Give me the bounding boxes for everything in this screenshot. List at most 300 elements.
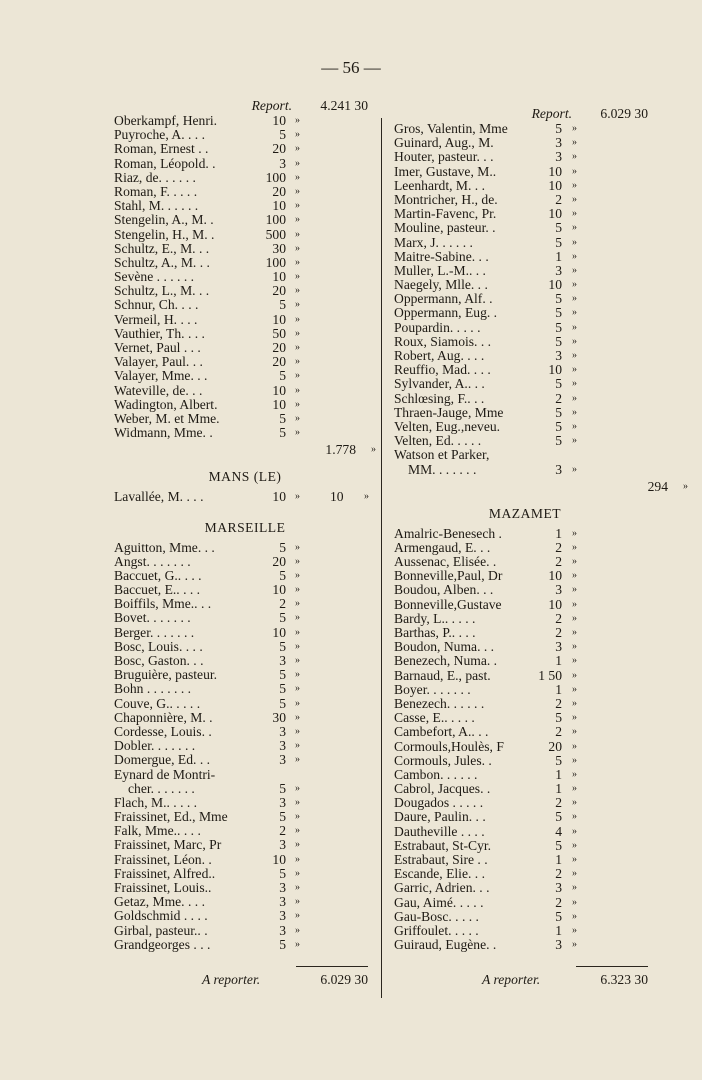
donor-name: Boyer. . . . . . . bbox=[394, 681, 471, 697]
donor-amount: 3 bbox=[555, 639, 562, 655]
ditto-mark: » bbox=[295, 754, 300, 766]
ditto-mark: » bbox=[572, 811, 577, 823]
ditto-mark: » bbox=[572, 236, 577, 248]
donor-amount: 3 bbox=[279, 837, 286, 853]
section-heading: MARSEILLE bbox=[204, 519, 286, 535]
donor-name: Dougados . . . . . bbox=[394, 795, 484, 811]
donor-list bbox=[114, 114, 376, 440]
donor-name: Velten, Ed. . . . . bbox=[394, 433, 482, 449]
donor-list bbox=[394, 527, 656, 953]
ditto-mark: » bbox=[572, 208, 577, 220]
donor-name: Thraen-Jauge, Mme bbox=[394, 404, 504, 420]
list-item bbox=[394, 598, 656, 612]
donor-name: Bardy, L.. . . . . bbox=[394, 610, 476, 626]
list-item bbox=[114, 114, 376, 128]
list-item bbox=[394, 122, 656, 136]
donor-name: Aguitton, Mme. . . bbox=[114, 539, 215, 555]
ditto-mark: » bbox=[572, 123, 577, 134]
donor-name: Dobler. . . . . . . bbox=[114, 738, 196, 754]
list-item bbox=[394, 420, 656, 434]
donor-name: Guinard, Aug., M. bbox=[394, 135, 494, 151]
list-item bbox=[114, 555, 376, 569]
donor-amount: 20 bbox=[272, 340, 286, 355]
donor-name: Watson et Parker, bbox=[394, 447, 490, 463]
ditto-mark: » bbox=[572, 882, 577, 894]
donor-amount: 5 bbox=[555, 433, 562, 449]
donor-name: Bosc, Louis. . . . bbox=[114, 638, 203, 654]
donor-name: Armengaud, E. . . bbox=[394, 539, 491, 555]
section-heading: MAZAMET bbox=[488, 505, 562, 521]
donor-amount: 30 bbox=[272, 240, 286, 256]
donor-name: Bruguière, pasteur. bbox=[114, 667, 218, 683]
donor-amount: 3 bbox=[555, 262, 562, 278]
ditto-mark: » bbox=[295, 228, 300, 240]
donor-name: Velten, Eug.,neveu. bbox=[394, 418, 501, 434]
list-item bbox=[394, 569, 656, 583]
list-item bbox=[394, 867, 656, 881]
donor-name: Girbal, pasteur.. . bbox=[114, 922, 208, 938]
donor-name: Fraissinet, Marc, Pr bbox=[114, 837, 222, 853]
donor-name: Marx, J. . . . . . bbox=[394, 234, 473, 250]
ditto-mark: » bbox=[572, 250, 577, 262]
ditto-mark: » bbox=[295, 342, 300, 353]
donor-name: Valayer, Paul. . . bbox=[114, 354, 203, 370]
list-item bbox=[394, 179, 656, 193]
ditto-mark: » bbox=[572, 854, 577, 865]
donor-name: Falk, Mme.. . . . bbox=[114, 823, 201, 839]
donor-amount: 20 bbox=[548, 738, 562, 754]
list-item bbox=[394, 321, 656, 335]
donor-amount: 3 bbox=[279, 894, 286, 910]
donor-name: Wateville, de. . . bbox=[114, 382, 203, 398]
donor-amount: 4 bbox=[555, 823, 562, 839]
ditto-mark: » bbox=[295, 185, 300, 197]
list-item bbox=[394, 136, 656, 150]
donor-amount: 2 bbox=[555, 866, 562, 882]
list-item bbox=[394, 463, 656, 477]
list-item bbox=[394, 896, 656, 910]
donor-amount: 10 bbox=[548, 568, 562, 584]
donor-name: Cormouls, Jules. . bbox=[394, 752, 492, 768]
donor-amount: 1 50 bbox=[538, 667, 562, 683]
list-item bbox=[114, 426, 376, 440]
donor-name: Houter, pasteur. . . bbox=[394, 149, 494, 165]
total-rule bbox=[296, 966, 368, 967]
donor-amount: 5 bbox=[555, 752, 562, 768]
list-item bbox=[394, 264, 656, 278]
ditto-mark: » bbox=[295, 143, 300, 155]
donor-name: Chaponnière, M. . bbox=[114, 709, 213, 725]
ditto-mark: » bbox=[295, 427, 300, 439]
ditto-mark: » bbox=[572, 712, 577, 724]
ditto-mark: » bbox=[572, 939, 577, 951]
donor-name: Barthas, P.. . . . bbox=[394, 625, 476, 640]
donor-amount: 5 bbox=[555, 404, 562, 420]
ditto-mark: » bbox=[572, 406, 577, 418]
ditto-mark: » bbox=[295, 839, 300, 851]
donor-name: Baccuet, E.. . . . bbox=[114, 582, 201, 598]
donor-name: Robert, Aug. . . . bbox=[394, 348, 485, 363]
ditto-mark: » bbox=[572, 697, 577, 709]
donor-name: Leenhardt, M. . . bbox=[394, 177, 485, 193]
donor-name: Flach, M.. . . . . bbox=[114, 794, 198, 810]
donor-amount: 2 bbox=[555, 539, 562, 555]
ditto-mark: » bbox=[295, 867, 300, 879]
donor-amount: 10 bbox=[548, 206, 562, 222]
donor-name: Boiffils, Mme.. . . bbox=[114, 596, 212, 612]
donor-amount: 1 bbox=[555, 248, 562, 264]
donor-name: Eynard de Montri- bbox=[114, 766, 216, 782]
donor-amount: 1 bbox=[555, 653, 562, 669]
donor-name: Grandgeorges . . . bbox=[114, 936, 211, 952]
donor-name: Schlœsing, F.. . . bbox=[394, 390, 485, 406]
list-item bbox=[114, 213, 376, 227]
list-item bbox=[114, 796, 376, 810]
list-item bbox=[114, 739, 376, 753]
donor-name: Aussenac, Elisée. . bbox=[394, 554, 497, 570]
list-item bbox=[114, 490, 376, 504]
donor-amount: 2 bbox=[555, 610, 562, 626]
list-item bbox=[114, 640, 376, 654]
ditto-mark: » bbox=[572, 137, 577, 149]
list-item bbox=[114, 313, 376, 327]
donor-name: Baccuet, G.. . . . bbox=[114, 567, 202, 583]
ditto-mark: » bbox=[572, 768, 577, 780]
donor-amount: 5 bbox=[555, 809, 562, 825]
list-item bbox=[114, 611, 376, 625]
ditto-mark: » bbox=[572, 527, 577, 539]
donor-name: Mouline, pasteur. . bbox=[394, 220, 496, 236]
ditto-mark: » bbox=[295, 796, 300, 808]
ditto-mark: » bbox=[572, 222, 577, 234]
donor-amount: 5 bbox=[555, 234, 562, 250]
list-item bbox=[114, 384, 376, 398]
list-item bbox=[394, 292, 656, 306]
donor-name: Stahl, M. . . . . . bbox=[114, 198, 199, 214]
donor-amount: 10 bbox=[272, 311, 286, 327]
ditto-mark: » bbox=[295, 853, 300, 865]
donor-amount: 10 bbox=[272, 851, 286, 867]
list-item bbox=[394, 825, 656, 839]
ditto-mark: » bbox=[295, 569, 300, 581]
ditto-mark: » bbox=[295, 200, 300, 212]
donor-amount: 5 bbox=[279, 780, 286, 796]
donor-amount: 2 bbox=[555, 695, 562, 711]
donor-amount: 3 bbox=[279, 908, 286, 924]
ditto-mark: » bbox=[295, 285, 300, 297]
donor-name: Fraissinet, Léon. . bbox=[114, 851, 212, 867]
donor-name: Cambefort, A.. . . bbox=[394, 724, 489, 740]
donor-amount: 3 bbox=[555, 461, 562, 477]
donor-amount: 3 bbox=[555, 348, 562, 363]
donor-name: MM. . . . . . . bbox=[408, 461, 477, 477]
donor-amount: 10 bbox=[272, 198, 286, 214]
ditto-mark: » bbox=[295, 697, 300, 709]
donor-amount: 5 bbox=[555, 291, 562, 307]
ditto-mark: » bbox=[295, 491, 300, 503]
donor-amount: 1 bbox=[555, 852, 562, 867]
ditto-mark: » bbox=[572, 896, 577, 908]
ditto-mark: » bbox=[295, 882, 300, 893]
donor-amount: 10 bbox=[272, 489, 286, 505]
page-number: — 56 — bbox=[321, 58, 381, 77]
report-label: Report. bbox=[251, 98, 292, 113]
donor-name: Schnur, Ch. . . . bbox=[114, 297, 199, 313]
ditto-mark: » bbox=[295, 271, 300, 283]
donor-name: Boudon, Numa. . . bbox=[394, 639, 495, 655]
list-item bbox=[394, 363, 656, 377]
ditto-mark: » bbox=[572, 612, 577, 624]
donor-name: Bosc, Gaston. . . bbox=[114, 653, 204, 668]
section-amount: 10 bbox=[330, 489, 344, 505]
donor-name: Bohn . . . . . . . bbox=[114, 681, 192, 697]
donor-amount: 1 bbox=[555, 681, 562, 697]
donor-name: Stengelin, H., M. . bbox=[114, 226, 215, 242]
donor-name: Martin-Favenc, Pr. bbox=[394, 206, 497, 222]
list-item bbox=[114, 881, 376, 895]
donor-amount: 10 bbox=[548, 596, 562, 612]
ditto-mark: » bbox=[572, 307, 577, 319]
donor-name: Barnaud, E., past. bbox=[394, 667, 491, 683]
donor-name: Domergue, Ed. . . bbox=[114, 752, 211, 768]
ditto-mark: » bbox=[572, 839, 577, 851]
donor-name: Guiraud, Eugène. . bbox=[394, 937, 497, 953]
donor-name: Cambon. . . . . . bbox=[394, 766, 478, 782]
ditto-mark: » bbox=[295, 938, 300, 950]
list-item bbox=[114, 597, 376, 611]
ditto-mark: » bbox=[295, 129, 300, 141]
donor-name: Vermeil, H. . . . bbox=[114, 311, 198, 327]
donor-name: Oppermann, Alf. . bbox=[394, 291, 493, 307]
donor-name: Schultz, E., M. . . bbox=[114, 240, 210, 256]
donor-amount: 3 bbox=[279, 738, 286, 754]
ditto-mark: » bbox=[572, 825, 577, 837]
list-item bbox=[114, 682, 376, 696]
report-line bbox=[114, 98, 376, 114]
donor-name: Fraissinet, Alfred.. bbox=[114, 865, 216, 881]
list-item bbox=[114, 853, 376, 867]
donor-amount: 5 bbox=[279, 539, 286, 555]
ditto-mark: » bbox=[295, 640, 300, 652]
donor-name: Roux, Siamois. . . bbox=[394, 333, 492, 349]
ditto-mark: » bbox=[295, 171, 300, 183]
list-item bbox=[394, 377, 656, 391]
ditto-mark: » bbox=[295, 669, 300, 681]
list-item bbox=[114, 199, 376, 213]
ditto-mark: » bbox=[572, 910, 577, 922]
ditto-mark: » bbox=[572, 321, 577, 333]
ditto-mark: » bbox=[295, 398, 300, 410]
list-item bbox=[114, 228, 376, 242]
donor-name: cher. . . . . . . bbox=[128, 780, 195, 796]
list-item bbox=[394, 250, 656, 264]
donor-amount: 100 bbox=[265, 254, 286, 270]
list-item bbox=[394, 150, 656, 164]
list-item bbox=[114, 569, 376, 583]
list-item bbox=[114, 924, 376, 938]
donor-amount: 20 bbox=[272, 183, 286, 199]
list-item bbox=[394, 839, 656, 853]
ditto-mark: » bbox=[295, 584, 300, 596]
subtotal-line bbox=[114, 440, 376, 460]
donor-amount: 5 bbox=[279, 638, 286, 654]
donor-name: Oppermann, Eug. . bbox=[394, 305, 498, 321]
donor-amount: 5 bbox=[555, 908, 562, 924]
donor-list bbox=[114, 541, 376, 952]
ditto-mark: » bbox=[572, 556, 577, 568]
donor-name: Roman, Ernest . . bbox=[114, 141, 209, 157]
list-item bbox=[114, 711, 376, 725]
donor-name: Lavallée, M. . . . bbox=[114, 489, 204, 505]
donor-amount: 5 bbox=[555, 376, 562, 392]
donor-amount: 2 bbox=[279, 823, 286, 839]
list-item bbox=[394, 711, 656, 725]
donor-amount: 1 bbox=[555, 922, 562, 938]
list-item bbox=[394, 278, 656, 292]
ditto-mark: » bbox=[295, 811, 300, 823]
list-item bbox=[114, 284, 376, 298]
donor-name: Cabrol, Jacques. . bbox=[394, 781, 491, 797]
donor-name: Gau-Bosc. . . . . bbox=[394, 908, 479, 924]
list-item bbox=[114, 824, 376, 838]
ditto-mark: » bbox=[295, 910, 300, 922]
list-item bbox=[114, 256, 376, 270]
donor-name: Estrabaut, Sire . . bbox=[394, 852, 488, 867]
list-item bbox=[114, 341, 376, 355]
ditto-mark: » bbox=[572, 868, 577, 880]
donor-name: Daure, Paulin. . . bbox=[394, 809, 486, 825]
donor-amount: 3 bbox=[555, 135, 562, 151]
donor-name: Imer, Gustave, M.. bbox=[394, 163, 497, 179]
donor-amount: 20 bbox=[272, 354, 286, 370]
list-item bbox=[394, 938, 656, 952]
donor-name: Garric, Adrien. . . bbox=[394, 880, 490, 896]
donor-amount: 5 bbox=[279, 567, 286, 583]
total-line bbox=[394, 971, 656, 989]
ditto-mark: » bbox=[572, 669, 577, 681]
list-item bbox=[114, 142, 376, 156]
list-item bbox=[114, 128, 376, 142]
donor-amount: 3 bbox=[279, 880, 286, 895]
ditto-mark: » bbox=[572, 627, 577, 638]
list-item bbox=[114, 327, 376, 341]
donor-name: Benezech. . . . . . bbox=[394, 695, 485, 711]
ditto-mark: » bbox=[572, 264, 577, 276]
ditto-mark: » bbox=[295, 740, 300, 752]
donor-amount: 5 bbox=[555, 837, 562, 853]
donor-amount: 5 bbox=[279, 410, 286, 426]
donor-name: Montricher, H., de. bbox=[394, 191, 498, 207]
total-label: A reporter. bbox=[202, 971, 261, 987]
subtotal-amount: 1.778 bbox=[325, 442, 356, 458]
ditto-mark: » bbox=[572, 279, 577, 291]
list-item bbox=[114, 412, 376, 426]
ditto-mark: » bbox=[572, 655, 577, 667]
ditto-mark: » bbox=[572, 683, 577, 695]
donor-name: Sevène . . . . . . bbox=[114, 269, 195, 285]
ditto-mark: » bbox=[572, 740, 577, 752]
list-item bbox=[394, 910, 656, 924]
donor-name: Griffoulet. . . . . bbox=[394, 922, 479, 938]
donor-amount: 100 bbox=[265, 212, 286, 228]
donor-amount: 5 bbox=[279, 809, 286, 825]
ditto-mark: » bbox=[295, 598, 300, 610]
list-item bbox=[394, 448, 656, 462]
ditto-mark: » bbox=[572, 151, 577, 163]
donor-name: Wadington, Albert. bbox=[114, 396, 218, 412]
ditto-mark: » bbox=[572, 570, 577, 582]
donor-list bbox=[394, 122, 656, 477]
ditto-mark: » bbox=[364, 491, 369, 503]
donor-name: Roman, Léopold. . bbox=[114, 155, 216, 171]
donor-name: Bonneville,Gustave bbox=[394, 596, 502, 612]
section-heading: MANS (LE) bbox=[208, 469, 282, 485]
ditto-mark: » bbox=[295, 242, 300, 254]
ditto-mark: » bbox=[295, 370, 300, 382]
list-item bbox=[114, 867, 376, 881]
ditto-mark: » bbox=[295, 356, 300, 368]
donor-amount: 10 bbox=[272, 269, 286, 285]
list-item bbox=[394, 221, 656, 235]
donor-name: Reuffio, Mad. . . . bbox=[394, 362, 491, 378]
ditto-mark: » bbox=[295, 725, 300, 737]
donor-amount: 10 bbox=[548, 362, 562, 378]
donor-name: Bonneville,Paul, Dr bbox=[394, 568, 503, 584]
donor-amount: 10 bbox=[272, 382, 286, 398]
donor-amount: 5 bbox=[279, 610, 286, 626]
donor-amount: 30 bbox=[272, 709, 286, 725]
donor-name: Poupardin. . . . . bbox=[394, 319, 481, 335]
list-item bbox=[394, 434, 656, 448]
ditto-mark: » bbox=[572, 584, 577, 596]
list-item bbox=[114, 782, 376, 796]
donor-amount: 3 bbox=[279, 922, 286, 938]
ditto-mark: » bbox=[572, 754, 577, 766]
list-item bbox=[394, 697, 656, 711]
ditto-mark: » bbox=[572, 641, 577, 653]
donor-name: Sylvander, A.. . . bbox=[394, 376, 485, 392]
list-item bbox=[394, 555, 656, 569]
ditto-mark: » bbox=[572, 598, 577, 610]
subtotal-line bbox=[394, 477, 688, 497]
donor-name: Schultz, L., M. . . bbox=[114, 283, 210, 299]
list-item bbox=[394, 236, 656, 250]
list-item bbox=[114, 242, 376, 256]
donor-name: Schultz, A., M. . . bbox=[114, 254, 210, 270]
donor-name: Cordesse, Louis. . bbox=[114, 723, 212, 739]
ditto-mark: » bbox=[295, 384, 300, 396]
list-item bbox=[114, 171, 376, 185]
donor-amount: 10 bbox=[272, 582, 286, 598]
donor-amount: 5 bbox=[555, 121, 562, 136]
ditto-mark: » bbox=[295, 924, 300, 936]
ditto-mark: » bbox=[295, 896, 300, 908]
list-item bbox=[394, 768, 656, 782]
total-amount: 6.029 30 bbox=[320, 971, 368, 987]
donor-amount: 5 bbox=[279, 865, 286, 881]
ditto-mark: » bbox=[572, 420, 577, 432]
donor-amount: 5 bbox=[279, 297, 286, 313]
list-item bbox=[114, 654, 376, 668]
donor-amount: 2 bbox=[279, 596, 286, 612]
donor-name: Naegely, Mlle. . . bbox=[394, 277, 488, 293]
ditto-mark: » bbox=[295, 626, 300, 638]
donor-name: Vernet, Paul . . . bbox=[114, 340, 201, 355]
list-item bbox=[114, 697, 376, 711]
list-item bbox=[394, 810, 656, 824]
donor-amount: 5 bbox=[555, 710, 562, 726]
ditto-mark: » bbox=[295, 412, 300, 424]
